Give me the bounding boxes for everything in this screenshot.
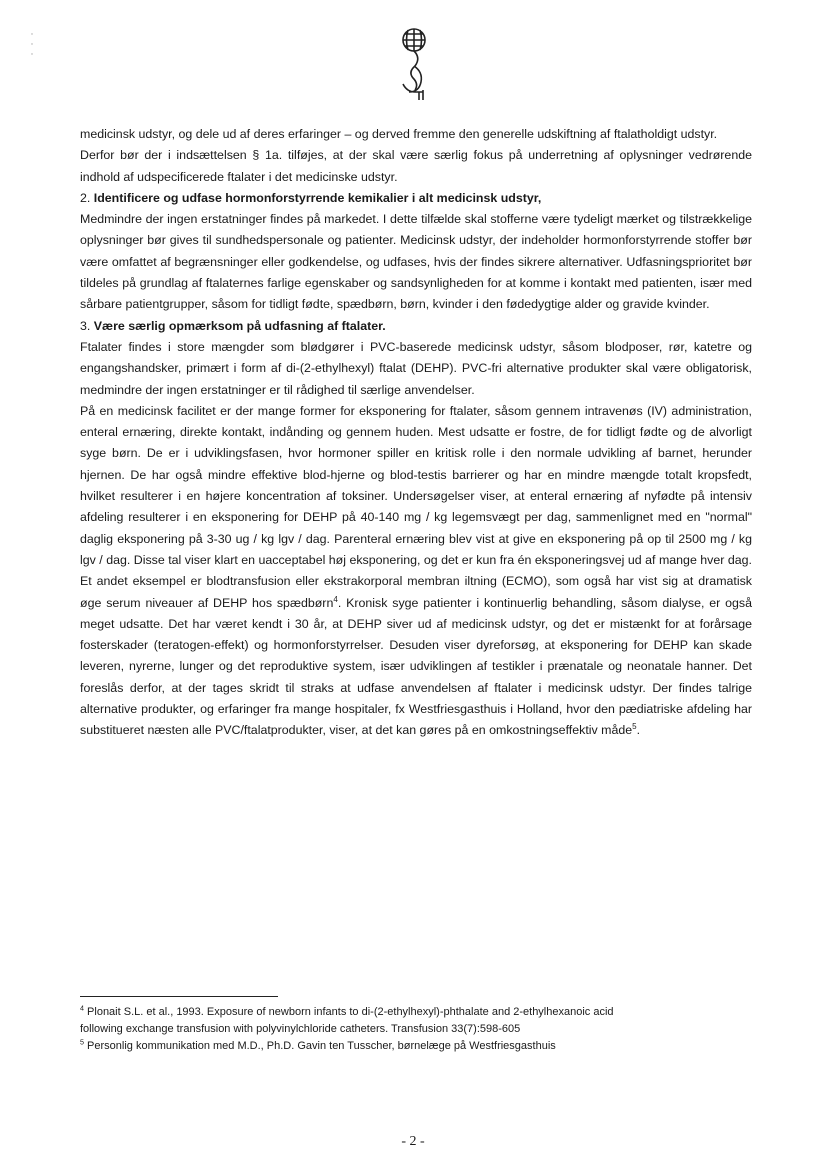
section-2: 2. Identificere og udfase hormonforstyrrende kemikalier i alt medicinsk udstyr, Medmindre der ingen erstatninger findes på markedet. I dette tilfælde skal stofferne være tydeligt mærket og tilstrækkelige oplysninger bør gives til sundhedspersonale og patienter. Medicinsk udstyr, der indeholder hormonforstyrrende stoffer bør være omfattet af begrænsninger eller godkendelse, og udfases, hvis der findes sikrere alternativer. Udfasningsprioritet bør tildeles på grundlag af ftalaternes farlige egenskaber og sandsynligheden for at komme i kontakt med patienten, især med sårbare patientgrupper, såsom for tidligt fødte, spædbørn, børn, kvinder i den fødedygtige alder og gravide kvinder. [80, 190, 752, 312]
section-3-heading: Være særlig opmærksom på udfasning af ftalater. [93, 318, 386, 333]
footnote-separator [80, 996, 278, 997]
footnotes [80, 1004, 752, 1055]
organization-logo [393, 26, 435, 106]
document-body [80, 124, 752, 742]
section-2-heading: Identificere og udfase hormonforstyrrende kemikalier i alt medicinsk udstyr, [93, 190, 542, 205]
scan-marks [30, 30, 34, 60]
section-3: 3. Være særlig opmærksom på udfasning af ftalater. Ftalater findes i store mængder som blødgører i PVC-baserede medicinsk udstyr, såsom blodposer, rør, katetre og engangshandsker, primært i form af di-(2-ethylhexyl) ftalat (DEHP). PVC-fri alternative produkter skal være obligatorisk, medmindre der ingen erstatninger er til rådighed til særlige anvendelser. [80, 318, 752, 397]
paragraph-intro: medicinsk udstyr, og dele ud af deres erfaringer – og derved fremme den generelle udskiftning af ftalatholdigt udstyr. Derfor bør der i indsættelsen § 1a. tilføjes, at der skal være særlig fokus på underretning af oplysninger vedrørende indhold af udspecificerede ftalater i det medicinske udstyr. [80, 127, 752, 184]
footnote-4: $^4$ Plonait S.L. et al., 1993. Exposure of newborn infants to di-(2-ethylhexyl)-phthalate and 2-ethylhexanoic acid following exchange transfusion with polyvinylchloride catheters. Transfusion 33(7):598-605 [80, 1004, 614, 1035]
section-2-number: 2. [80, 190, 94, 205]
footnote-5-reference[interactable]: 5 [632, 722, 637, 732]
section-3-number: 3. [80, 318, 94, 333]
footnote-4-reference[interactable]: 4 [333, 594, 338, 604]
footnote-5: $^5$ Personlig kommunikation med M.D., Ph.D. Gavin ten Tusscher, børnelæge på Westfriesgasthuis [80, 1038, 556, 1052]
paragraph-exposure: På en medicinsk facilitet er der mange former for eksponering for ftalater, såsom gennem intravenøs (IV) administration, enteral ernæring, direkte kontakt, indånding og gennem huden. Mest udsatte er fostre, de for tidligt fødte og de alvorligt syge børn. De er i udviklingsfasen, hvor hormoner spiller en kritisk rolle i den normale udvikling af barnet, herunder hjernen. De har også mindre effektive blod-hjerne og blod-testis barrierer og har en mindre mængde totalt kropsfedt, hvilket resulterer i en højere koncentration af toksiner. Undersøgelser viser, at enteral ernæring af nyfødte på intensiv afdeling resulterer i en eksponering for DEHP på 40-140 mg / kg legemsvægt per dag, sammenlignet med en "normal" daglig eksponering på 3-30 ug / kg lgv / dag. Parenteral ernæring blev vist at give en eksponering på op til 2500 mg / kg lgv / dag. Disse tal viser klart en uacceptabel høj eksponering, og det er kun fra én eksponeringsvej ud af mange hver dag. Et andet eksempel er blodtransfusion eller ekstrakorporal membran iltning (ECMO), som også har vist sig at dramatisk øge serum niveauer af DEHP hos spædbørn$^4$. Kronisk syge patienter i kontinuerlig behandling, såsom dialyse, er også meget udsatte. Det har været kendt i 30 år, at DEHP siver ud af medicinsk udstyr, og det er mistænkt for at forårsage fosterskader (teratogen-effekt) og hormonforstyrrelser. Desuden viser dyreforsøg, at eksponering for DEHP kan skade leveren, nyrerne, lunger og det reproduktive system, især udviklingen af testikler i prænatale og neonatale hanner. Det foreslås derfor, at der tages skridt til straks at udfase anvendelsen af ftalater i medicinsk udstyr. Der findes talrige alternative produkter, og erfaringer fra mange hospitaler, fx Westfriesgasthuis i Holland, hvor den pædiatriske afdeling har substitueret næsten alle PVC/ftalatprodukter, viser, at det kan gøres på en omkostningseffektiv måde$^5$. [80, 403, 753, 738]
page-number: - 2 - [401, 1134, 425, 1149]
